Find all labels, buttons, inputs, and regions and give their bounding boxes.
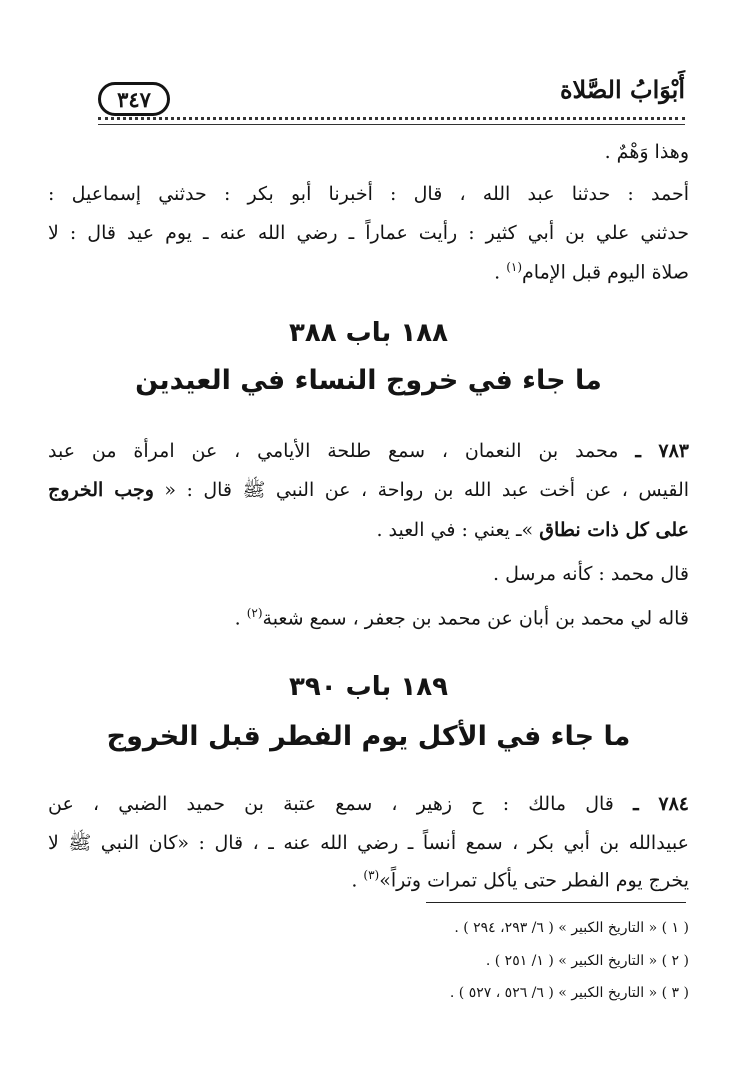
hadith-number: ٧٨٣ ـ: [635, 440, 690, 462]
running-head: أَبْوَابُ الصَّلاة: [559, 75, 685, 104]
chapter-number: ١٨٩ باب ٣٩٠: [289, 672, 448, 702]
footnote: ( ١ ) « التاريخ الكبير » ( ٦/ ٢٩٣، ٢٩٤ ) .: [454, 920, 689, 936]
text-line: أحمد : حدثنا عبد الله ، قال : أخبرنا أبو بكر : حدثني إسماعيل :: [48, 183, 689, 205]
text-line: [376, 519, 689, 543]
text-span: صلاة اليوم قبل الإمام: [522, 261, 689, 284]
footnote-ref: (٢): [246, 606, 263, 620]
hadith-text-bold: وجب الخروج: [48, 479, 154, 501]
text-line: [48, 479, 689, 503]
footnote-rule: [426, 902, 686, 903]
text-line: [351, 868, 689, 893]
text-line: [48, 793, 689, 817]
page-number: ٣٤٧: [98, 82, 170, 116]
text-line: [48, 440, 689, 464]
chapter-title: ما جاء في خروج النساء في العيدين: [135, 365, 602, 396]
footnote: ( ٢ ) « التاريخ الكبير » ( ١/ ٢٥١ ) .: [485, 953, 689, 969]
chapter-title: ما جاء في الأكل يوم الفطر قبل الخروج: [106, 721, 631, 752]
text-span: يخرج يوم الفطر حتى يأكل تمرات وتراً»: [379, 869, 689, 892]
footnote-ref: (١): [506, 260, 523, 274]
footnote-ref: (٣): [363, 868, 380, 882]
footnote: ( ٣ ) « التاريخ الكبير » ( ٦/ ٥٢٦ ، ٥٢٧ ) .: [449, 985, 689, 1001]
text-span: .: [234, 607, 247, 630]
text-line: [494, 260, 689, 285]
hadith-number: ٧٨٤ ـ: [633, 793, 689, 815]
text-line: [235, 606, 689, 631]
text-span: »ـ يعني : في العيد .: [376, 519, 540, 541]
text-line: حدثني علي بن أبي كثير : رأيت عماراً ـ رضي الله عنه ـ يوم عيد قال : لا: [48, 222, 689, 244]
text-span: محمد بن النعمان ، سمع طلحة الأيامي ، عن امرأة من عبد: [48, 440, 636, 462]
text-line: قال محمد : كأنه مرسل .: [493, 563, 689, 585]
text-span: قاله لي محمد بن أبان عن محمد بن جعفر ، سمع شعبة: [262, 607, 689, 630]
text-span: القيس ، عن أخت عبد الله بن رواحة ، عن النبي ﷺ قال : «: [153, 479, 690, 501]
text-line: وهذا وَهْمٌ .: [604, 141, 689, 163]
header-rule: [98, 117, 685, 125]
text-span: قال مالك : ح زهير ، سمع عتبة بن حميد الضبي ، عن: [48, 793, 634, 815]
text-line: عبيدالله بن أبي بكر ، سمع أنساً ـ رضي الله عنه ـ ، قال : «كان النبي ﷺ لا: [48, 832, 689, 854]
chapter-number: ١٨٨ باب ٣٨٨: [289, 318, 448, 348]
text-span: .: [494, 261, 507, 284]
hadith-text-bold: على كل ذات نطاق: [539, 519, 689, 541]
text-span: .: [351, 869, 364, 892]
